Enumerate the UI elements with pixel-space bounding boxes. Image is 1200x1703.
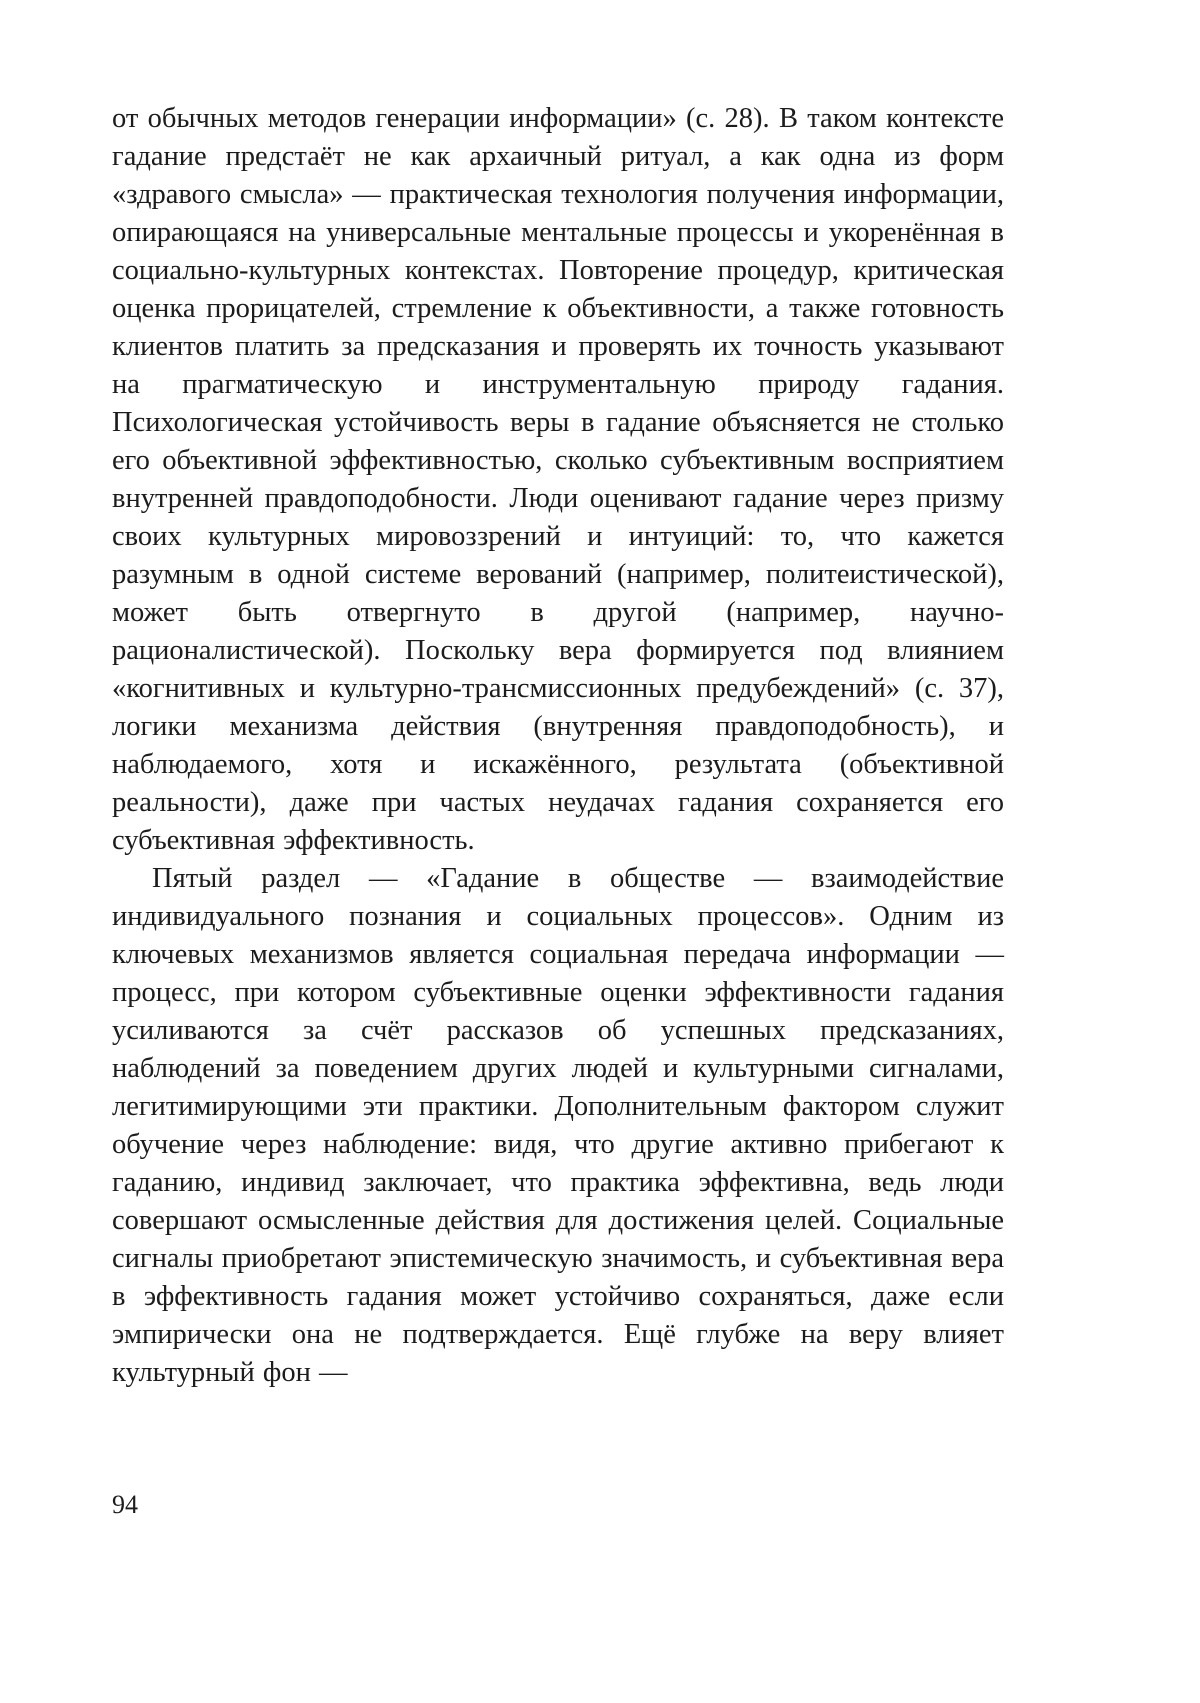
paragraph-continuation: от обычных методов генерации информации» (с. 28). В таком контексте гадание предстаёт не как архаичный ритуал, а как одна из форм «здравого смысла» — практическая технология получения информации, опирающаяся на универсальные ментальные процессы и укоренённая в социально-культурных контекстах. Повторение процедур, критическая оценка прорицателей, стремление к объективности, а также готовность клиентов платить за предсказания и проверять их точность указывают на прагматическую и инструментальную природу гадания. Психологическая устойчивость веры в гадание объясняется не столько его объективной эффективностью, сколько субъективным восприятием внутренней правдоподобности. Люди оценивают гадание через призму своих культурных мировоззрений и интуиций: то, что кажется разумным в одной системе верований (например, политеистической), может быть отвергнуто в другой (например, научно-рационалистической). Поскольку вера формируется под влиянием «когнитивных и культурно-трансмиссионных предубеждений» (с. 37), логики механизма действия (внутренняя правдоподобность), и наблюдаемого, хотя и искажённого, результата (объективной реальности), даже при частых неудачах гадания сохраняется его субъективная эффективность. — [112, 103, 1004, 856]
paragraph-fifth-section: Пятый раздел — «Гадание в обществе — взаимодействие индивидуального познания и социальных процессов». Одним из ключевых механизмов является социальная передача информации — процесс, при котором субъективные оценки эффективности гадания усиливаются за счёт рассказов об успешных предсказаниях, наблюдений за поведением других людей и культурными сигналами, легитимирующими эти практики. Дополнительным фактором служит обучение через наблюдение: видя, что другие активно прибегают к гаданию, индивид заключает, что практика эффективна, ведь люди совершают осмысленные действия для достижения целей. Социальные сигналы приобретают эпистемическую значимость, и субъективная вера в эффективность гадания может устойчиво сохраняться, даже если эмпирически она не подтверждается. Ещё глубже на веру влияет культурный фон — — [112, 863, 1004, 1388]
page-text-block — [112, 100, 1004, 1392]
page-number: 94 — [112, 1490, 138, 1519]
page-footer — [112, 1492, 138, 1518]
